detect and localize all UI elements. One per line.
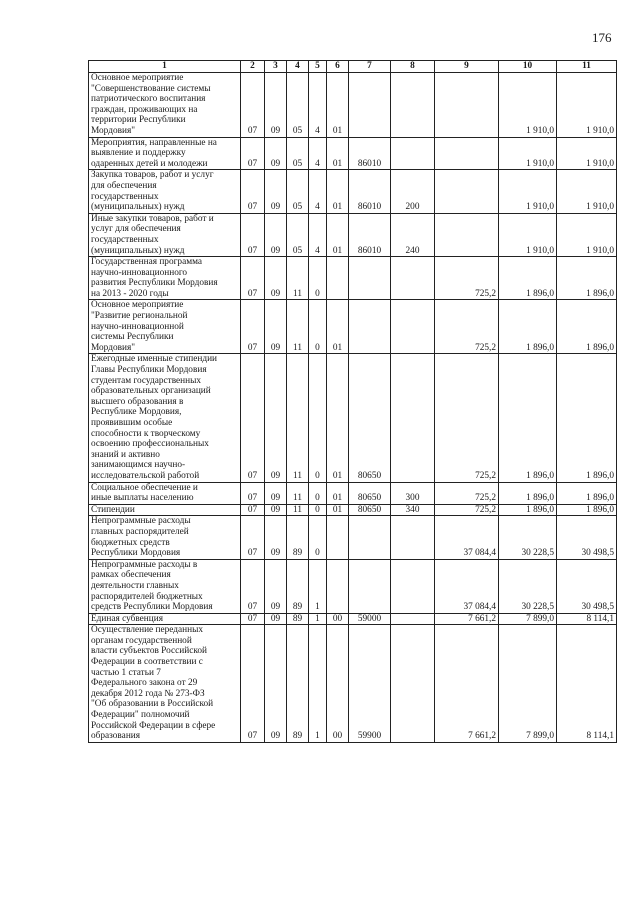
cell-c7 [349,516,391,559]
cell-c7: 86010 [349,213,391,256]
row-name-cell: Мероприятия, направленные на выявление и поддержку одаренных детей и молодежи [89,137,241,170]
cell-c11: 1 910,0 [557,137,617,170]
cell-c7 [349,257,391,300]
cell-c6: 01 [327,213,349,256]
cell-c8 [391,300,435,354]
cell-c5: 4 [309,137,327,170]
cell-c2: 07 [241,170,265,213]
cell-c9: 37 084,4 [435,559,499,613]
cell-c2: 07 [241,73,265,138]
table-row [89,482,617,504]
cell-c4: 11 [287,504,309,516]
cell-c9: 725,2 [435,482,499,504]
cell-c10: 1 896,0 [499,482,557,504]
cell-c7: 86010 [349,170,391,213]
cell-c10: 30 228,5 [499,516,557,559]
cell-c8 [391,354,435,482]
cell-c2: 07 [241,137,265,170]
cell-c6: 00 [327,625,349,743]
cell-c11: 1 896,0 [557,300,617,354]
cell-c6: 01 [327,504,349,516]
cell-c4: 05 [287,73,309,138]
cell-c9 [435,213,499,256]
cell-c10: 1 910,0 [499,170,557,213]
cell-c6: 01 [327,170,349,213]
cell-c11: 30 498,5 [557,559,617,613]
table-row [89,559,617,613]
cell-c4: 11 [287,482,309,504]
row-name-cell: Социальное обеспечение и иные выплаты населению [89,482,241,504]
cell-c9: 725,2 [435,257,499,300]
cell-c6: 00 [327,613,349,625]
cell-c9 [435,137,499,170]
cell-c8: 300 [391,482,435,504]
column-header: 1 [89,61,241,73]
cell-c7 [349,300,391,354]
cell-c9: 725,2 [435,504,499,516]
cell-c5: 0 [309,504,327,516]
cell-c8 [391,559,435,613]
cell-c2: 07 [241,482,265,504]
cell-c10: 7 899,0 [499,625,557,743]
cell-c4: 05 [287,137,309,170]
page-number: 176 [592,30,612,45]
row-name-cell: Непрограммные расходы в рамках обеспечения деятельности главных распорядителей бюджетных средств Республики Мордовия [89,559,241,613]
cell-c2: 07 [241,213,265,256]
cell-c8 [391,137,435,170]
cell-c2: 07 [241,559,265,613]
cell-c9: 725,2 [435,300,499,354]
cell-c2: 07 [241,613,265,625]
cell-c4: 05 [287,170,309,213]
cell-c10: 1 896,0 [499,504,557,516]
cell-c3: 09 [265,170,287,213]
table-row [89,354,617,482]
row-name-cell: Ежегодные именные стипендии Главы Республики Мордовия студентам государственных образовательных организаций высшего образования в Республике Мордовия, проявившим особые способности к творческому освоению профессиональных знаний и активно занимающимся научно- исследовательской работой [89,354,241,482]
table-row [89,170,617,213]
cell-c10: 30 228,5 [499,559,557,613]
cell-c3: 09 [265,559,287,613]
cell-c5: 0 [309,257,327,300]
cell-c10: 7 899,0 [499,613,557,625]
cell-c10: 1 896,0 [499,354,557,482]
cell-c8: 240 [391,213,435,256]
cell-c8 [391,625,435,743]
table-row [89,625,617,743]
column-header: 5 [309,61,327,73]
cell-c4: 89 [287,516,309,559]
table-row [89,137,617,170]
cell-c10: 1 896,0 [499,300,557,354]
cell-c2: 07 [241,354,265,482]
cell-c3: 09 [265,625,287,743]
cell-c11: 8 114,1 [557,613,617,625]
row-name-cell: Закупка товаров, работ и услуг для обеспечения государственных (муниципальных) нужд [89,170,241,213]
column-header: 2 [241,61,265,73]
cell-c2: 07 [241,257,265,300]
row-name-cell: Государственная программа научно-инновационного развития Республики Мордовия на 2013 - 2020 годы [89,257,241,300]
table-row [89,73,617,138]
cell-c7 [349,559,391,613]
column-header: 9 [435,61,499,73]
cell-c8: 340 [391,504,435,516]
header-row [89,61,617,73]
table-row [89,257,617,300]
cell-c5: 4 [309,213,327,256]
column-header: 3 [265,61,287,73]
row-name-cell: Стипендии [89,504,241,516]
cell-c11: 1 896,0 [557,257,617,300]
cell-c9: 37 084,4 [435,516,499,559]
cell-c4: 89 [287,613,309,625]
cell-c4: 11 [287,300,309,354]
cell-c6: 01 [327,300,349,354]
cell-c7: 59900 [349,625,391,743]
cell-c3: 09 [265,516,287,559]
table-row [89,516,617,559]
cell-c8 [391,516,435,559]
cell-c11: 1 896,0 [557,504,617,516]
row-name-cell: Осуществление переданных органам государственной власти субъектов Российской Федерации в соответствии с частью 1 статьи 7 Федерального закона от 29 декабря 2012 года № 273-ФЗ "Об образовании в Российской Федерации" полномочий Российской Федерации в сфере образования [89,625,241,743]
cell-c3: 09 [265,213,287,256]
cell-c7: 80650 [349,504,391,516]
cell-c11: 30 498,5 [557,516,617,559]
cell-c10: 1 896,0 [499,257,557,300]
cell-c11: 1 910,0 [557,213,617,256]
cell-c7: 80650 [349,482,391,504]
cell-c3: 09 [265,73,287,138]
row-name-cell: Непрограммные расходы главных распорядителей бюджетных средств Республики Мордовия [89,516,241,559]
row-name-cell: Основное мероприятие "Развитие региональной научно-инновационной системы Республики Мордовия" [89,300,241,354]
cell-c9: 7 661,2 [435,625,499,743]
cell-c9: 7 661,2 [435,613,499,625]
row-name-cell: Основное мероприятие "Совершенствование системы патриотического воспитания граждан, проживающих на территории Республики Мордовия" [89,73,241,138]
cell-c3: 09 [265,482,287,504]
cell-c6: 01 [327,137,349,170]
cell-c2: 07 [241,300,265,354]
cell-c11: 1 896,0 [557,354,617,482]
cell-c6: 01 [327,482,349,504]
cell-c11: 1 896,0 [557,482,617,504]
cell-c2: 07 [241,516,265,559]
cell-c5: 0 [309,300,327,354]
cell-c11: 8 114,1 [557,625,617,743]
cell-c3: 09 [265,300,287,354]
cell-c2: 07 [241,625,265,743]
column-header: 11 [557,61,617,73]
cell-c7 [349,73,391,138]
cell-c6 [327,559,349,613]
row-name-cell: Единая субвенция [89,613,241,625]
cell-c8: 200 [391,170,435,213]
cell-c7: 86010 [349,137,391,170]
cell-c9 [435,170,499,213]
cell-c4: 05 [287,213,309,256]
budget-table [88,60,617,743]
cell-c3: 09 [265,354,287,482]
cell-c4: 89 [287,559,309,613]
table-body [89,73,617,743]
cell-c4: 11 [287,257,309,300]
cell-c5: 0 [309,354,327,482]
cell-c8 [391,257,435,300]
cell-c8 [391,73,435,138]
cell-c3: 09 [265,257,287,300]
cell-c5: 4 [309,73,327,138]
cell-c3: 09 [265,613,287,625]
cell-c5: 1 [309,559,327,613]
cell-c3: 09 [265,137,287,170]
cell-c6: 01 [327,354,349,482]
cell-c10: 1 910,0 [499,73,557,138]
cell-c6 [327,516,349,559]
column-header: 8 [391,61,435,73]
column-header: 6 [327,61,349,73]
cell-c11: 1 910,0 [557,170,617,213]
cell-c3: 09 [265,504,287,516]
table-row [89,504,617,516]
table-row [89,213,617,256]
column-header: 10 [499,61,557,73]
cell-c5: 0 [309,516,327,559]
cell-c8 [391,613,435,625]
column-header: 7 [349,61,391,73]
table-row [89,300,617,354]
cell-c10: 1 910,0 [499,213,557,256]
cell-c2: 07 [241,504,265,516]
cell-c9 [435,73,499,138]
cell-c11: 1 910,0 [557,73,617,138]
cell-c5: 4 [309,170,327,213]
row-name-cell: Иные закупки товаров, работ и услуг для обеспечения государственных (муниципальных) нужд [89,213,241,256]
cell-c7: 80650 [349,354,391,482]
column-header: 4 [287,61,309,73]
cell-c5: 0 [309,482,327,504]
cell-c5: 1 [309,625,327,743]
cell-c4: 11 [287,354,309,482]
cell-c9: 725,2 [435,354,499,482]
cell-c5: 1 [309,613,327,625]
cell-c6 [327,257,349,300]
cell-c4: 89 [287,625,309,743]
cell-c6: 01 [327,73,349,138]
cell-c7: 59000 [349,613,391,625]
table-row [89,613,617,625]
cell-c10: 1 910,0 [499,137,557,170]
